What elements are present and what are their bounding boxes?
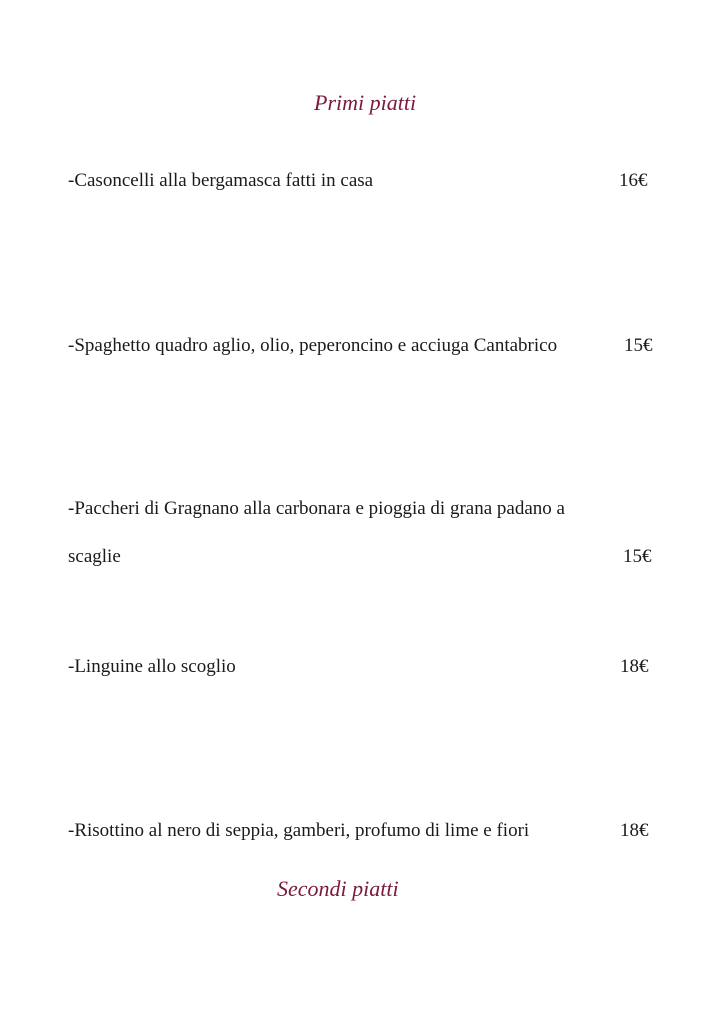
menu-item-price: 18€ [620,656,649,677]
menu-item-name: -Risottino al nero di seppia, gamberi, profumo di lime e fiori [68,820,530,841]
menu-item-name: -Casoncelli alla bergamasca fatti in casa [68,170,374,191]
menu-item-name: -Linguine allo scoglio [68,656,236,677]
menu-item-name: -Spaghetto quadro aglio, olio, peperoncino e acciuga Cantabrico [68,335,558,356]
menu-item-price: 16€ [619,170,648,191]
menu-item-price: 15€ [623,546,652,567]
menu-item-name: -Paccheri di Gragnano alla carbonara e pioggia di grana padano a [68,498,565,519]
menu-item-price: 15€ [624,335,653,356]
menu-item-price: 18€ [620,820,649,841]
menu-item-name-continued: scaglie [68,546,121,567]
section-title-primi: Primi piatti [314,90,417,115]
section-title-secondi: Secondi piatti [277,876,399,901]
